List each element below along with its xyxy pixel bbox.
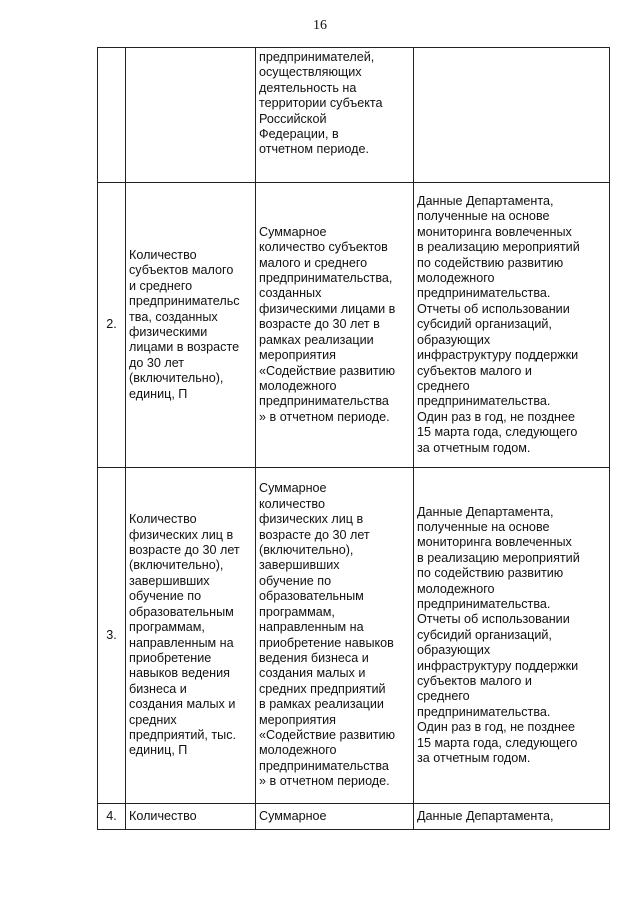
- table-row: [98, 183, 610, 468]
- text-line: Один раз в год, не позднее: [417, 409, 576, 424]
- text-line: завершивших: [259, 558, 340, 573]
- indicator-name-cell: [126, 48, 256, 183]
- text-line: субсидий организаций,: [417, 317, 552, 332]
- row-number: 2.: [98, 183, 126, 468]
- cell-text: [259, 225, 410, 425]
- text-line: предпринимательства.: [417, 394, 551, 409]
- row-number: 4.: [98, 804, 126, 830]
- text-line: физическими лицами в: [259, 301, 396, 316]
- text-line: в рамках реализации: [259, 697, 384, 712]
- cell-text: [259, 481, 410, 789]
- text-line: полученные на основе: [417, 209, 550, 224]
- text-line: молодежного: [417, 271, 495, 286]
- text-line: ведения бизнеса и: [259, 650, 369, 665]
- text-line: предпринимательства.: [417, 286, 551, 301]
- text-line: территории субъекта: [259, 96, 383, 111]
- table-row: [98, 804, 610, 830]
- text-line: мониторинга вовлеченных: [417, 224, 572, 239]
- text-line: мероприятия: [259, 712, 336, 727]
- text-line: Российской: [259, 111, 327, 126]
- data-source-cell: [414, 183, 610, 468]
- data-source-cell: [414, 804, 610, 830]
- text-line: образовательным: [129, 604, 234, 619]
- cell-text: [417, 505, 606, 767]
- cell-text: [259, 50, 410, 158]
- row-number: 3.: [98, 468, 126, 804]
- text-line: предпринимательства.: [417, 704, 551, 719]
- text-line: возрасте до 30 лет: [129, 543, 240, 558]
- text-line: Данные Департамента,: [417, 504, 554, 519]
- text-line: единиц, П: [129, 743, 188, 758]
- text-line: предпринимательства,: [259, 271, 393, 286]
- text-line: субъектов малого: [129, 263, 234, 278]
- text-line: среднего: [417, 378, 470, 393]
- text-line: физических лиц в: [259, 512, 364, 527]
- text-line: Количество: [129, 808, 197, 823]
- text-line: 15 марта года, следующего: [417, 425, 578, 440]
- text-line: отчетном периоде.: [259, 142, 369, 157]
- text-line: Отчеты об использовании: [417, 612, 570, 627]
- text-line: создания малых и: [259, 666, 366, 681]
- text-line: направленным на: [129, 635, 234, 650]
- text-line: в реализацию мероприятий: [417, 550, 580, 565]
- text-line: » в отчетном периоде.: [259, 774, 390, 789]
- data-source-cell: [414, 468, 610, 804]
- text-line: за отчетным годом.: [417, 440, 531, 455]
- text-line: «Содействие развитию: [259, 363, 396, 378]
- text-line: за отчетным годом.: [417, 751, 531, 766]
- text-line: обучение по: [259, 573, 332, 588]
- text-line: навыков ведения: [129, 666, 230, 681]
- cell-text: [417, 809, 606, 824]
- text-line: осуществляющих: [259, 65, 362, 80]
- text-line: (включительно),: [259, 543, 354, 558]
- text-line: рамках реализации: [259, 332, 374, 347]
- text-line: количество субъектов: [259, 240, 388, 255]
- text-line: созданных: [259, 286, 322, 301]
- text-line: мероприятия: [259, 348, 336, 363]
- indicator-definition-cell: [256, 468, 414, 804]
- text-line: (включительно),: [129, 558, 224, 573]
- text-line: возрасте до 30 лет в: [259, 317, 380, 332]
- text-line: Один раз в год, не позднее: [417, 720, 576, 735]
- text-line: деятельность на: [259, 80, 357, 95]
- indicator-definition-cell: [256, 804, 414, 830]
- indicator-name-cell: [126, 804, 256, 830]
- text-line: молодежного: [259, 743, 337, 758]
- text-line: Отчеты об использовании: [417, 301, 570, 316]
- table-row: [98, 468, 610, 804]
- text-line: среднего: [417, 689, 470, 704]
- text-line: «Содействие развитию: [259, 727, 396, 742]
- text-line: мониторинга вовлеченных: [417, 535, 572, 550]
- text-line: предпринимательства: [259, 394, 389, 409]
- text-line: полученные на основе: [417, 519, 550, 534]
- text-line: Суммарное: [259, 224, 327, 239]
- text-line: молодежного: [259, 378, 337, 393]
- text-line: Данные Департамента,: [417, 194, 554, 209]
- text-line: по содействию развитию: [417, 566, 564, 581]
- indicator-name-cell: [126, 468, 256, 804]
- text-line: тва, созданных: [129, 309, 218, 324]
- text-line: образовательным: [259, 589, 364, 604]
- text-line: средних предприятий: [259, 681, 386, 696]
- cell-text: [129, 248, 252, 402]
- text-line: Суммарное: [259, 808, 327, 823]
- text-line: в реализацию мероприятий: [417, 240, 580, 255]
- page-number: 16: [313, 18, 327, 33]
- text-line: физическими: [129, 325, 208, 339]
- indicators-table: [97, 47, 610, 830]
- text-line: (включительно),: [129, 371, 224, 386]
- text-line: завершивших: [129, 573, 210, 588]
- cell-text: [129, 809, 252, 824]
- row-number: [98, 48, 126, 183]
- text-line: обучение по: [129, 589, 202, 604]
- text-line: малого и среднего: [259, 255, 368, 270]
- indicator-definition-cell: [256, 183, 414, 468]
- text-line: программам,: [129, 620, 205, 635]
- data-source-cell: [414, 48, 610, 183]
- cell-text: [259, 809, 410, 824]
- text-line: и среднего: [129, 278, 193, 293]
- text-line: Суммарное: [259, 481, 327, 496]
- text-line: инфраструктуру поддержки: [417, 658, 579, 673]
- indicator-definition-cell: [256, 48, 414, 183]
- indicator-name-cell: [126, 183, 256, 468]
- text-line: бизнеса и: [129, 681, 187, 696]
- text-line: приобретение: [129, 650, 212, 665]
- text-line: Количество: [129, 247, 197, 262]
- table-row: [98, 48, 610, 183]
- text-line: образующих: [417, 643, 491, 658]
- text-line: Данные Департамента,: [417, 808, 554, 823]
- text-line: возрасте до 30 лет: [259, 527, 370, 542]
- text-line: субъектов малого и: [417, 363, 532, 378]
- text-line: лицами в возрасте: [129, 340, 240, 355]
- text-line: направленным на: [259, 620, 364, 635]
- text-line: Федерации, в: [259, 127, 339, 142]
- text-line: субсидий организаций,: [417, 627, 552, 642]
- text-line: 15 марта года, следующего: [417, 735, 578, 750]
- text-line: предпринимателей,: [259, 50, 375, 64]
- text-line: по содействию развитию: [417, 255, 564, 270]
- cell-text: [417, 194, 606, 456]
- text-line: субъектов малого и: [417, 674, 532, 689]
- text-line: предпринимательства.: [417, 596, 551, 611]
- text-line: до 30 лет: [129, 355, 185, 370]
- text-line: молодежного: [417, 581, 495, 596]
- text-line: физических лиц в: [129, 527, 234, 542]
- cell-text: [129, 512, 252, 759]
- text-line: » в отчетном периоде.: [259, 409, 390, 424]
- text-line: предприятий, тыс.: [129, 727, 237, 742]
- text-line: Количество: [129, 512, 197, 527]
- text-line: количество: [259, 496, 325, 511]
- text-line: предпринимательс: [129, 294, 240, 309]
- text-line: средних: [129, 712, 177, 727]
- text-line: инфраструктуру поддержки: [417, 348, 579, 363]
- text-line: образующих: [417, 332, 491, 347]
- text-line: приобретение навыков: [259, 635, 394, 650]
- text-line: программам,: [259, 604, 335, 619]
- text-line: создания малых и: [129, 697, 236, 712]
- text-line: предпринимательства: [259, 758, 389, 773]
- text-line: единиц, П: [129, 386, 188, 401]
